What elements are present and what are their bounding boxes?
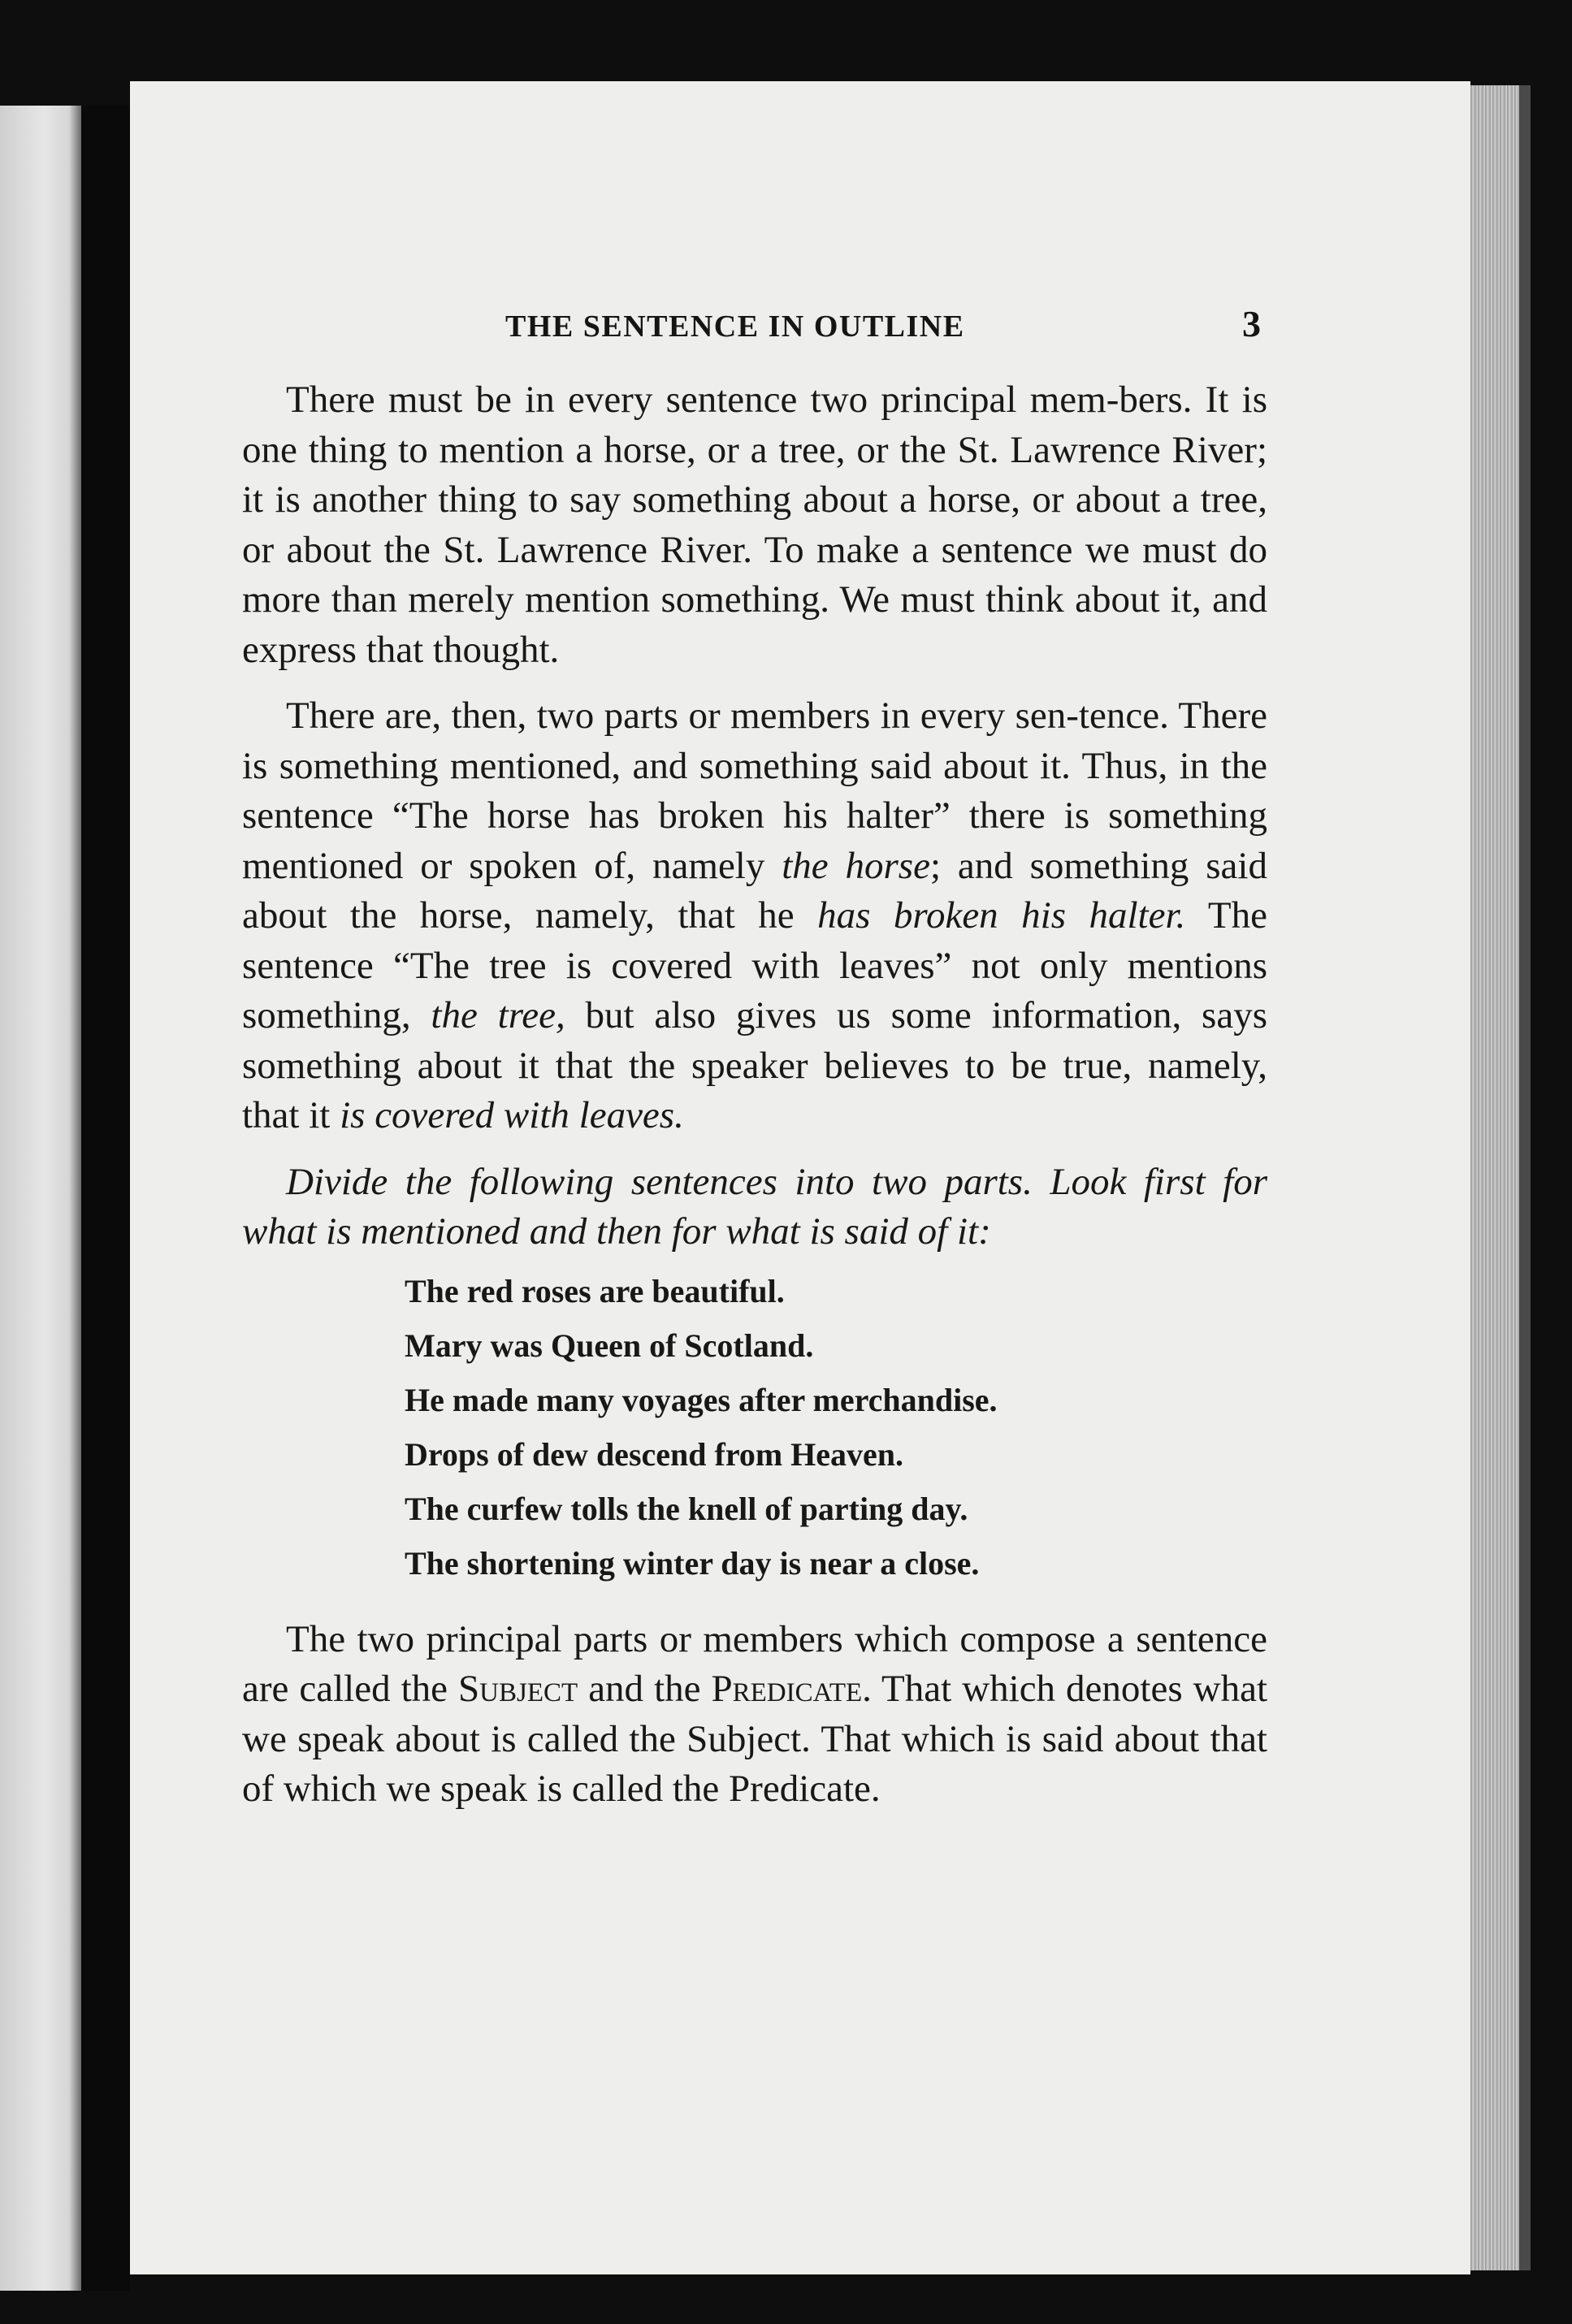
text-run: The sentence “The tree is covered with leaves” not only mentions something, (242, 894, 1267, 1036)
book-gutter (81, 106, 130, 2291)
left-page-edge (0, 106, 81, 2291)
example-sentence: The red roses are beautiful. (405, 1272, 785, 1309)
running-head: THE SENTENCE IN OUTLINE (505, 309, 965, 344)
paragraph-subject-predicate (242, 1615, 1267, 1815)
term-subject: Subject (458, 1668, 578, 1710)
text-run: ; and something said about the horse, namely, that he (242, 844, 1267, 937)
emphasis-the-horse: the horse (782, 844, 930, 887)
emphasis-the-tree: the tree, (431, 994, 565, 1036)
emphasis-covered-leaves: is covered with leaves. (340, 1094, 684, 1136)
example-sentence: He made many voyages after merchandise. (405, 1381, 998, 1418)
example-sentence: Drops of dew descend from Heaven. (405, 1435, 904, 1473)
page-stack-edge (1470, 85, 1519, 2270)
term-predicate: Predicate. (711, 1668, 872, 1710)
example-sentences (242, 1264, 1267, 1590)
page-number: 3 (1242, 303, 1261, 344)
emphasis-broken-halter: has broken his halter. (817, 894, 1186, 937)
text-run: but also gives us some information, says something about it that the speaker believes to be true, namely, that it (242, 994, 1267, 1136)
page-stack-shadow (1519, 85, 1531, 2270)
text-run: There are, then, two parts or members in every sen-tence. There is something mentioned, and something said about it. Thus, in the sentence “The horse has broken his halter” there is something mentioned or spoken of, namely (242, 695, 1267, 887)
text-run: The two principal parts or members which compose a sentence are called the (242, 1617, 1267, 1710)
example-sentence: Mary was Queen of Scotland. (405, 1326, 814, 1364)
page-header (505, 302, 1261, 348)
example-sentence: The curfew tolls the knell of parting day. (405, 1490, 968, 1527)
text-run: and the (578, 1668, 712, 1710)
exercise-instruction: Divide the following sentences into two parts. Look first for what is mentioned and then for what is said of it: (242, 1160, 1267, 1253)
paragraph-two-parts (242, 691, 1267, 1141)
text-run: That which denotes what we speak about is called the Subject. That which is said about that of which we speak is called the Predicate. (242, 1668, 1267, 1810)
page-body (242, 375, 1267, 1853)
paragraph-principal-members: Therе must be in every sentence two principal mem-bers. It is one thing to mention a horse, or a tree, or the St. Lawrence River; it is another thing to say something about a horse, or about a tree, or about the St. Lawrence River. To make a sentence we must do more than merely mention something. We must think about it, and express that thought. (242, 379, 1267, 671)
example-sentence: The shortening winter day is near a close. (405, 1544, 980, 1582)
